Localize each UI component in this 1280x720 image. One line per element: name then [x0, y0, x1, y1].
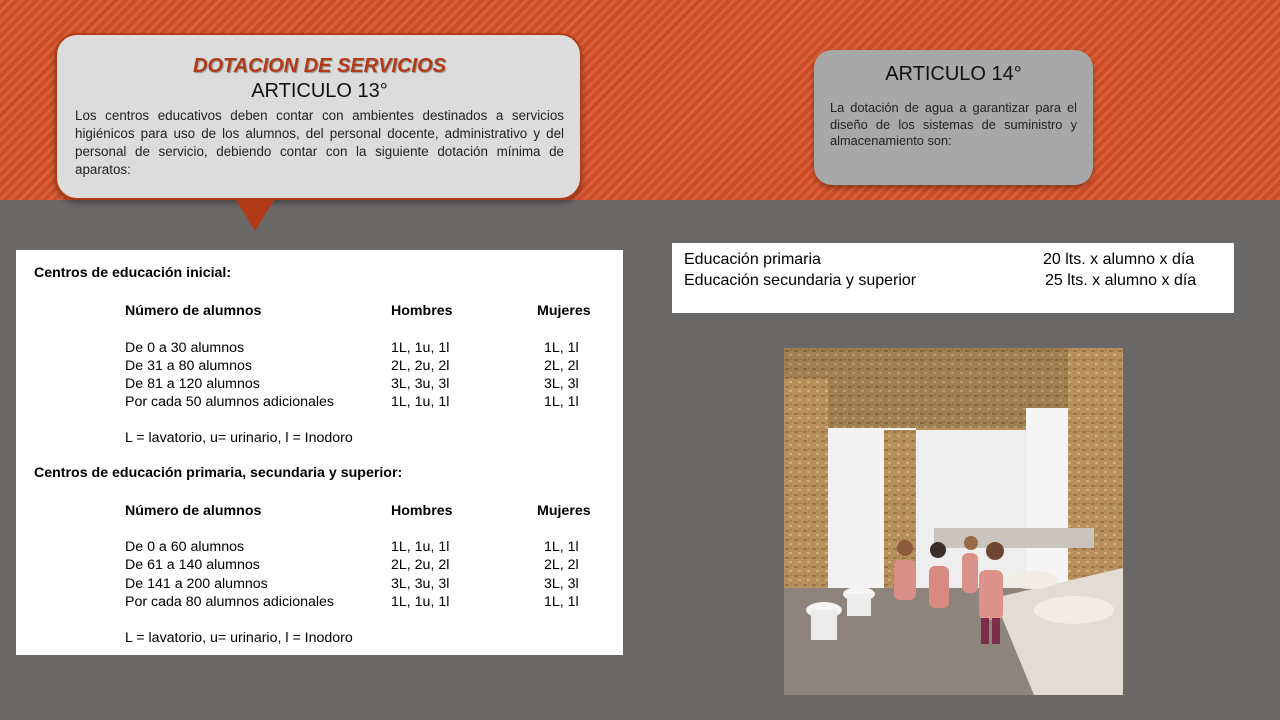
header-men: Hombres — [391, 503, 453, 519]
table-cell: 3L, 3u, 3l — [391, 376, 450, 392]
section-title: DOTACION DE SERVICIOS — [193, 55, 446, 77]
table-cell: Por cada 50 alumnos adicionales — [125, 394, 335, 410]
table-cell: Por cada 80 alumnos adicionales — [125, 594, 335, 610]
legend-text: L = lavatorio, u= urinario, l = Inodoro — [125, 630, 353, 646]
table-cell: De 0 a 30 alumnos — [125, 340, 245, 356]
table-cell: De 0 a 60 alumnos — [125, 539, 245, 555]
table-cell: 2L, 2l — [544, 358, 579, 374]
table-cell: 2L, 2u, 2l — [391, 557, 450, 573]
table-cell: 3L, 3u, 3l — [391, 576, 450, 592]
table-cell: 1L, 1l — [544, 340, 579, 356]
water-row-label: Educación primaria — [684, 251, 821, 268]
table-cell: 3L, 3l — [544, 576, 579, 592]
table-cell: De 61 a 140 alumnos — [125, 557, 260, 573]
article-14-text: La dotación de agua a garantizar para el diseño de los sistemas de suministro y almacenamiento son: — [830, 100, 1077, 148]
article-14-title: ARTICULO 14° — [885, 63, 1022, 85]
water-row-value: 25 lts. x alumno x día — [1045, 272, 1197, 289]
water-supply-table-image — [672, 243, 1234, 313]
table-cell: De 141 a 200 alumnos — [125, 576, 268, 592]
article-13-callout — [55, 33, 582, 200]
table-cell: 1L, 1u, 1l — [391, 594, 450, 610]
article-14-box — [814, 50, 1093, 185]
header-students: Número de alumnos — [125, 303, 262, 319]
water-row-label: Educación secundaria y superior — [684, 272, 917, 289]
table-cell: De 31 a 80 alumnos — [125, 358, 252, 374]
table-cell: 1L, 1l — [544, 594, 579, 610]
table-cell: 2L, 2l — [544, 557, 579, 573]
table-cell: 1L, 1u, 1l — [391, 539, 450, 555]
section2-title: Centros de educación primaria, secundaria y superior: — [34, 465, 403, 481]
header-students: Número de alumnos — [125, 503, 262, 519]
article-13-title: ARTICULO 13° — [251, 80, 388, 102]
header-women: Mujeres — [537, 503, 591, 519]
table-cell: 1L, 1u, 1l — [391, 394, 450, 410]
article-13-text: Los centros educativos deben contar con ambientes destinados a servicios higiénicos para uso de los alumnos, del personal docente, administrativo y del personal de servicio, debiendo contar con la siguiente dotación mínima de aparatos: — [75, 108, 564, 177]
table-cell: 2L, 2u, 2l — [391, 358, 450, 374]
section1-title: Centros de educación inicial: — [34, 265, 232, 281]
table-cell: 3L, 3l — [544, 376, 579, 392]
school-bathroom-photo — [784, 348, 1123, 695]
fixtures-table-image — [16, 250, 623, 655]
table-cell: De 81 a 120 alumnos — [125, 376, 260, 392]
callout-pointer — [236, 200, 274, 231]
table-cell: 1L, 1u, 1l — [391, 340, 450, 356]
table-cell: 1L, 1l — [544, 394, 579, 410]
header-women: Mujeres — [537, 303, 591, 319]
legend-text: L = lavatorio, u= urinario, l = Inodoro — [125, 430, 353, 446]
water-row-value: 20 lts. x alumno x día — [1043, 251, 1195, 268]
header-men: Hombres — [391, 303, 453, 319]
table-cell: 1L, 1l — [544, 539, 579, 555]
